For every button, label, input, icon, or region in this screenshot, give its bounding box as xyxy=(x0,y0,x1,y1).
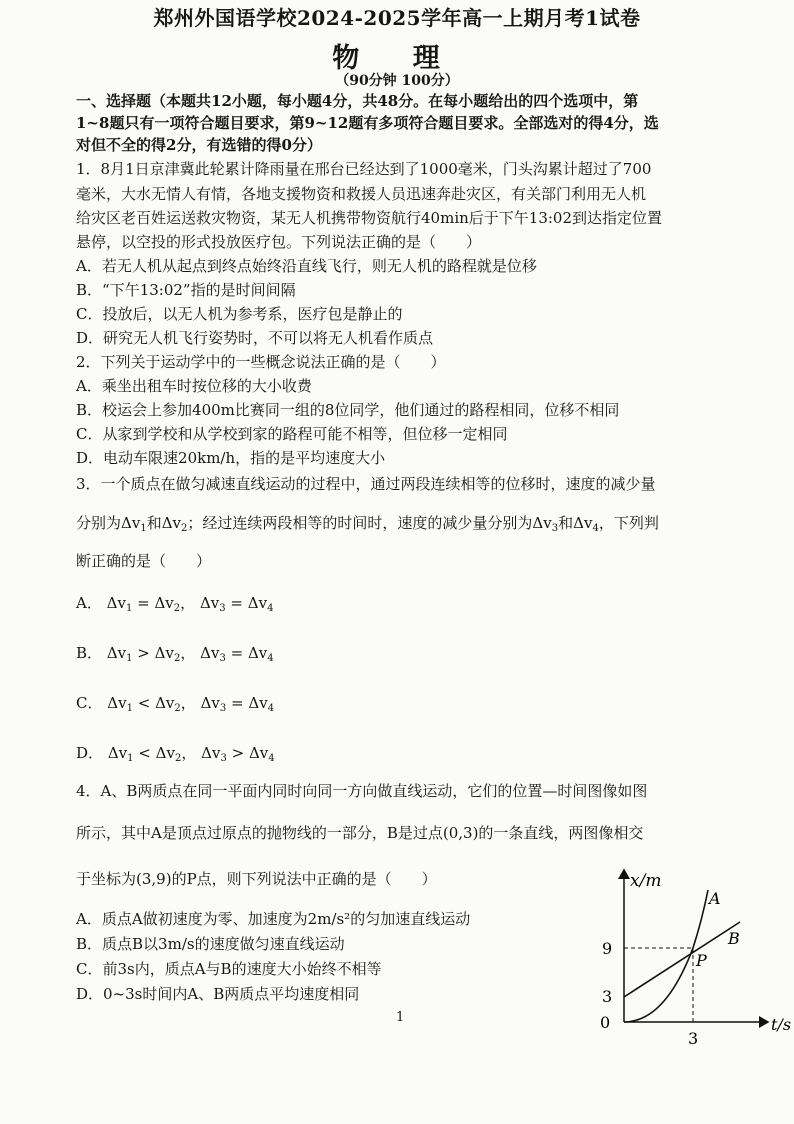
exam-meta: （90分钟 100分） xyxy=(335,73,459,89)
q3-op: < xyxy=(137,694,151,712)
q2-stem: 2．下列关于运动学中的一些概念说法正确的是（ ） xyxy=(76,353,446,371)
q4-text: 所示，其中A是顶点过原点的抛物线的一部分，B是过点 xyxy=(76,824,443,842)
q3-delta-v: Δv xyxy=(107,744,128,762)
q3-delta-v: Δv xyxy=(200,644,220,662)
q3-delta-v: Δv xyxy=(248,694,268,712)
q3-sub: 3 xyxy=(219,603,226,614)
q3-op: = xyxy=(230,594,243,612)
q3-delta-v: Δv xyxy=(199,594,220,612)
q3-stem-line3: 断正确的是（ ） xyxy=(76,552,212,570)
q3-op: = xyxy=(230,644,244,662)
curve-a-label: A xyxy=(709,889,721,908)
q3-delta-v: Δv xyxy=(200,694,220,712)
q3-text-end: ，下列判 xyxy=(598,514,659,532)
q3-op: > xyxy=(231,744,245,762)
q3-sub: 1 xyxy=(125,603,133,614)
q3-delta-v: Δv xyxy=(106,644,127,662)
q1-option-d: D．研究无人机飞行姿势时，不可以将无人机看作质点 xyxy=(76,329,434,347)
tick-y-9: 9 xyxy=(602,939,613,958)
q3-sub: 1 xyxy=(126,703,133,714)
option-label: D． xyxy=(76,744,104,762)
q3-sub: 1 xyxy=(140,523,147,534)
q3-op: = xyxy=(137,594,150,612)
q3-stem-line2 xyxy=(76,512,659,534)
q4-stem-line1: 4．A、B两质点在同一平面内同时向同一方向做直线运动，它们的位置—时间图像如图 xyxy=(76,782,648,800)
subject-title: 物 理 xyxy=(332,43,462,74)
y-axis-label: x/m xyxy=(630,871,662,891)
point-p-label: P xyxy=(696,951,707,970)
section-heading-line1: 一、选择题（本题共12小题，每小题4分，共48分。在每小题给出的四个选项中，第 xyxy=(76,92,639,110)
q3-op: = xyxy=(231,694,244,712)
q3-delta-v: Δv xyxy=(121,514,141,532)
q3-dv1 xyxy=(121,514,147,532)
q3-sub: 4 xyxy=(267,653,274,664)
q3-option-b xyxy=(76,642,274,664)
q3-op: < xyxy=(138,744,151,762)
q4-text: 于坐标为 xyxy=(76,870,137,888)
q3-delta-v: Δv xyxy=(107,694,127,712)
q4-text: 的一条直线，两图像相交 xyxy=(478,824,644,842)
q3-delta-v: Δv xyxy=(201,744,221,762)
section-heading-line2: 1~8题只有一项符合题目要求，第9~12题有多项符合题目要求。全部选对的得4分，选 xyxy=(76,114,659,132)
q3-delta-v: Δv xyxy=(155,744,175,762)
q3-comma: ， xyxy=(180,694,196,712)
q3-delta-v: Δv xyxy=(248,744,269,762)
q1-option-b: B．“下午13:02”指的是时间间隔 xyxy=(76,281,296,299)
q3-sub: 4 xyxy=(592,523,599,534)
q3-sub: 2 xyxy=(181,523,188,534)
q3-delta-v: Δv xyxy=(532,514,552,532)
origin-label: 0 xyxy=(600,1013,611,1032)
q3-sub: 3 xyxy=(219,653,226,664)
option-label: A． xyxy=(76,594,102,612)
q3-sub: 2 xyxy=(173,653,181,664)
option-label: B． xyxy=(76,644,103,662)
q3-sub: 3 xyxy=(220,753,227,764)
page-number: 1 xyxy=(396,1010,405,1025)
q3-text-fen: 分别为 xyxy=(76,514,122,532)
q4-option-b: B．质点B以3m/s的速度做匀速直线运动 xyxy=(76,935,345,953)
q3-sub: 3 xyxy=(219,703,227,714)
q1-option-a: A．若无人机从起点到终点始终沿直线飞行，则无人机的路程就是位移 xyxy=(76,257,537,275)
q3-sub: 4 xyxy=(268,753,275,764)
q1-stem-line2: 毫米，大水无情人有情，各地支援物资和救援人员迅速奔赴灾区，有关部门利用无人机 xyxy=(76,185,647,203)
q2-option-c: C．从家到学校和从学校到家的路程可能不相等，但位移一定相同 xyxy=(76,425,508,443)
q4-option-a: A．质点A做初速度为零、加速度为2m/s²的匀加速直线运动 xyxy=(76,910,471,928)
q3-sub: 4 xyxy=(267,603,274,614)
q3-and: 和 xyxy=(146,514,162,532)
q3-sub: 4 xyxy=(267,703,275,714)
q4-stem-line3 xyxy=(76,868,437,890)
tick-x-3: 3 xyxy=(688,1029,699,1048)
line-b-label: B xyxy=(728,929,740,948)
q3-option-a xyxy=(76,592,273,614)
q4-stem-line2 xyxy=(76,822,643,844)
q3-sub: 1 xyxy=(127,753,134,764)
q4-point-p: (3,9) xyxy=(136,870,172,888)
line-b xyxy=(624,922,740,997)
q1-stem-line1: 1．8月1日京津冀此轮累计降雨量在邢台已经达到了1000毫米，门头沟累计超过了700 xyxy=(76,160,652,178)
q3-delta-v: Δv xyxy=(154,594,174,612)
q3-delta-v: Δv xyxy=(155,694,175,712)
q4-text: 的P点，则下列说法中正确的是（ ） xyxy=(171,870,437,888)
q3-dv3 xyxy=(532,514,558,532)
q2-option-a: A．乘坐出租车时按位移的大小收费 xyxy=(76,377,312,395)
tick-y-3: 3 xyxy=(602,987,613,1006)
q3-dv4 xyxy=(573,514,599,532)
q1-option-c: C．投放后，以无人机为参考系，医疗包是静止的 xyxy=(76,305,403,323)
q3-sub: 2 xyxy=(174,703,181,714)
q3-comma: ， xyxy=(180,594,196,612)
q4-point-b: (0,3) xyxy=(442,824,479,842)
position-time-graph xyxy=(590,860,794,1050)
option-label: C． xyxy=(76,694,103,712)
q3-comma: ， xyxy=(180,644,196,662)
q3-comma: ， xyxy=(181,744,197,762)
q2-option-d: D．电动车限速20km/h，指的是平均速度大小 xyxy=(76,449,386,467)
exam-title: 郑州外国语学校2024-2025学年高一上期月考1试卷 xyxy=(153,6,641,30)
q4-option-c: C．前3s内，质点A与B的速度大小始终不相等 xyxy=(76,960,382,978)
q4-option-d: D．0~3s时间内A、B两质点平均速度相同 xyxy=(76,985,360,1003)
q1-stem-line3: 给灾区老百姓运送救灾物资，某无人机携带物资航行40min后于下午13:02到达指定位置 xyxy=(76,209,662,227)
q3-dv2 xyxy=(162,514,188,532)
q3-stem-line1: 3．一个质点在做匀减速直线运动的过程中，通过两段连续相等的位移时，速度的减少量 xyxy=(76,475,656,493)
q3-sub: 3 xyxy=(551,523,559,534)
q3-delta-v: Δv xyxy=(247,594,268,612)
q3-sub: 2 xyxy=(174,753,182,764)
section-heading-line3: 对但不全的得2分，有选错的得0分） xyxy=(76,136,322,154)
q3-option-d xyxy=(76,742,275,764)
q3-delta-v: Δv xyxy=(161,514,182,532)
q3-delta-v: Δv xyxy=(573,514,593,532)
q3-and: 和 xyxy=(558,514,574,532)
q3-delta-v: Δv xyxy=(154,644,174,662)
x-axis-label: t/s xyxy=(771,1015,792,1034)
q3-sub: 1 xyxy=(126,653,133,664)
q2-option-b: B．校运会上参加400m比赛同一组的8位同学，他们通过的路程相同，位移不相同 xyxy=(76,401,620,419)
q3-op: > xyxy=(137,644,150,662)
q1-stem-line4: 悬停，以空投的形式投放医疗包。下列说法正确的是（ ） xyxy=(76,233,482,251)
q3-sub: 2 xyxy=(173,603,181,614)
q3-delta-v: Δv xyxy=(106,594,126,612)
q3-text-mid: ；经过连续两段相等的时间时，速度的减少量分别为 xyxy=(187,514,533,532)
q3-option-c xyxy=(76,692,274,714)
q3-delta-v: Δv xyxy=(247,644,268,662)
